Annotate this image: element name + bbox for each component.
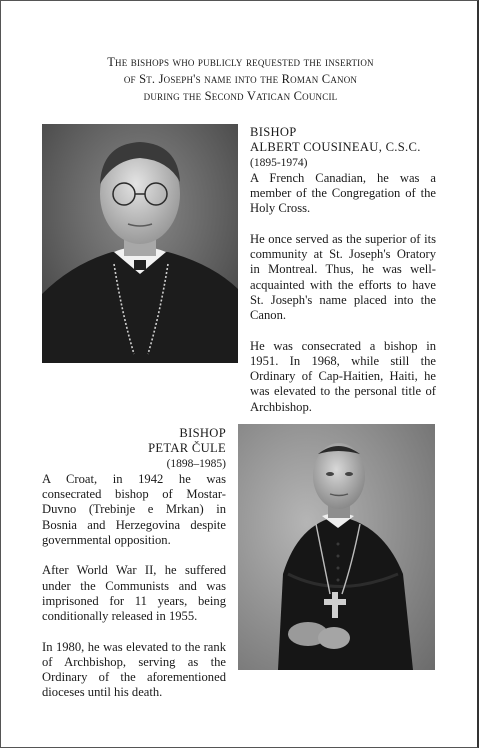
- bishop-cule-bio: [42, 426, 226, 716]
- bio-paragraph: In 1980, he was elevated to the rank of Archbishop, serving as the Ordinary of the aforementioned dioceses until his death.: [42, 639, 226, 700]
- bio-paragraph: He was consecrated a bishop in 1951. In 1968, while still the Ordinary of Cap-Haitien, Haiti, he was elevated to the personal title of Archbishop.: [250, 338, 436, 414]
- bishop-cule-photo: [238, 424, 435, 670]
- bishop-name: ALBERT COUSINEAU, C.S.C.: [250, 140, 421, 155]
- bishop-dates: (1895-1974): [250, 156, 308, 169]
- bishop-dates: (1898–1985): [166, 457, 226, 470]
- bio-paragraph: After World War II, he suffered under the Communists and was imprisoned for 11 years, being conditionally released in 1955.: [42, 563, 226, 624]
- bishop-name: PETAR ČULE: [148, 441, 226, 456]
- bio-paragraph: He once served as the superior of its community at St. Joseph's Oratory in Montreal. Thus, he was well-acquainted with the efforts to have St. Joseph's name placed into the Canon.: [250, 231, 436, 323]
- bio-paragraph: A Croat, in 1942 he was consecrated bishop of Mostar-Duvno (Trebinje e Mrkan) in Bosnia and Herzegovina despite governmental opposition.: [42, 471, 226, 548]
- heading-line-1: The bishops who publicly requested the insertion: [107, 55, 374, 69]
- bishop-title: BISHOP: [179, 426, 226, 440]
- page-heading: [0, 54, 481, 105]
- bishop-cousineau-bio: [250, 125, 436, 430]
- heading-line-2: of St. Joseph's name into the Roman Canon: [123, 72, 358, 86]
- bishop-title: BISHOP: [250, 125, 297, 139]
- bishop-cousineau-photo: [42, 124, 238, 363]
- bio-paragraph: A French Canadian, he was a member of the Congregation of the Holy Cross.: [250, 170, 436, 216]
- heading-line-3: during the Second Vatican Council: [143, 89, 338, 103]
